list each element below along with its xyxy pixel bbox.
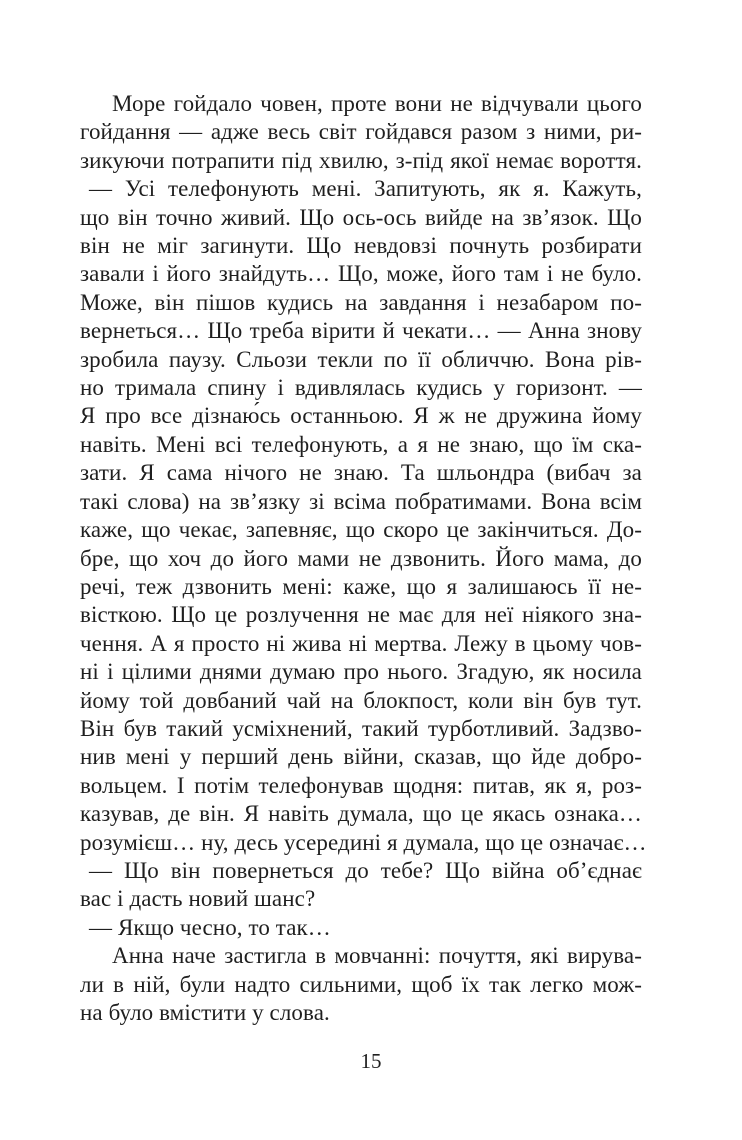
text-line: каже, що чекає, запевняє, що скоро це закінчиться. До-	[80, 517, 642, 543]
text-line: вернеться… Що треба вірити й чекати… — Анна знову	[80, 318, 642, 344]
text-line: ні і цілими днями думаю про нього. Згадую, як носила	[80, 659, 642, 685]
text-line: він не міг загинути. Що невдовзі почнуть розбирати	[80, 233, 642, 259]
text-line: Може, він пішов кудись на завдання і незабаром по-	[80, 289, 642, 315]
text-line: навіть. Мені всі телефонують, а я не знаю, що їм ска-	[80, 431, 642, 457]
text-line: казував, де він. Я навіть думала, що це якась ознака…	[80, 801, 642, 827]
text-line: Анна наче застигла в мовчанні: почуття, які вирува-	[112, 943, 642, 969]
text-line: вісткою. Що це розлучення не має для неї ніякого зна-	[80, 602, 642, 628]
text-line: завали і його знайдуть… Що, може, його там і не було.	[80, 261, 642, 287]
text-line: — Усі телефонують мені. Запитують, як я. Кажуть,	[89, 176, 642, 202]
text-line: чення. А я просто ні жива ні мертва. Лежу в цьому чов-	[80, 630, 642, 656]
text-line: зати. Я сама нічого не знаю. Та шльондра (вибач за	[80, 460, 642, 486]
text-line: но тримала спину і вдивлялась кудись у горизонт. —	[80, 375, 642, 401]
text-line: йому той довбаний чай на блокпост, коли він був тут.	[80, 687, 642, 713]
page-number: 15	[360, 1049, 382, 1073]
text-line: Я про все дізнаю́сь останньою. Я ж не дружина йому	[80, 403, 642, 429]
text-line: такі слова) на зв’язку зі всіма побратимами. Вона всім	[80, 488, 642, 514]
text-line: гойдання — адже весь світ гойдався разом з ними, ри-	[80, 119, 642, 145]
text-line: бре, що хоч до його мами не дзвонить. Його мама, до	[80, 545, 642, 571]
text-line: вольцем. І потім телефонував щодня: питав, як я, роз-	[80, 772, 642, 798]
text-line: що він точно живий. Що ось-ось вийде на зв’язок. Що	[80, 204, 642, 230]
text-line: — Що він повернеться до тебе? Що війна об’єднає	[89, 857, 642, 883]
text-line: нив мені у перший день війни, сказав, що йде добро-	[80, 744, 642, 770]
text-line: Він був такий усміхнений, такий турботливий. Задзво-	[80, 715, 642, 741]
text-line: ли в ній, були надто сильними, щоб їх так легко мож-	[80, 971, 642, 997]
text-line: — Якщо чесно, то так…	[89, 914, 331, 940]
text-line: розумієш… ну, десь усередині я думала, що це означає…	[80, 829, 647, 855]
text-line: зробила паузу. Сльози текли по її обличчю. Вона рів-	[80, 346, 642, 372]
text-line: Море гойдало човен, проте вони не відчували цього	[112, 91, 642, 116]
text-block	[80, 90, 647, 1027]
text-line: зикуючи потрапити під хвилю, з-під якої немає вороття.	[80, 147, 642, 173]
text-line: вас і дасть новий шанс?	[80, 886, 316, 912]
text-line: на було вмістити у слова.	[80, 1000, 330, 1025]
text-line: речі, теж дзвонить мені: каже, що я залишаюсь її не-	[80, 573, 642, 599]
